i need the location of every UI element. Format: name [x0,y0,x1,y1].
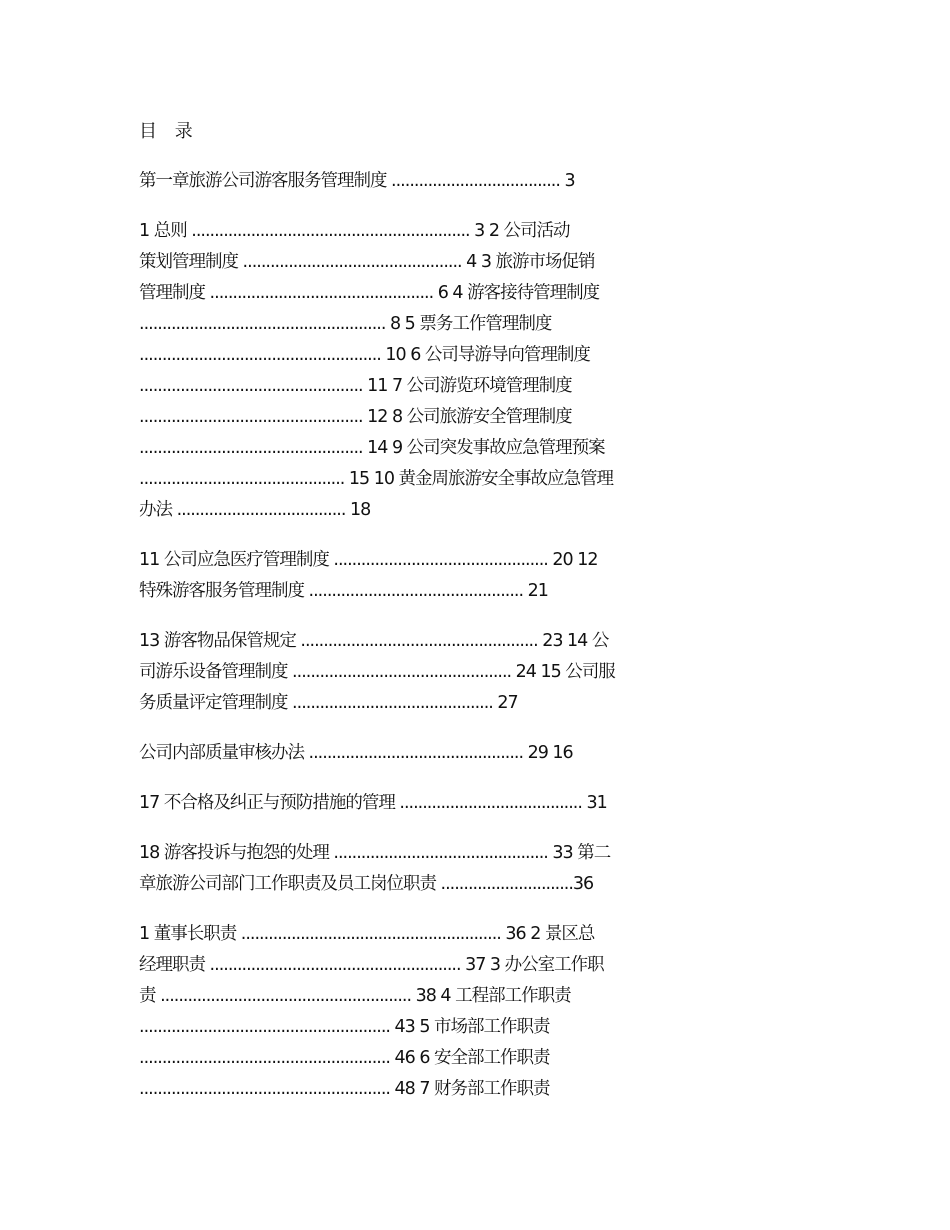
toc-title: 目 录 [139,121,199,142]
toc-paragraph [139,166,819,197]
toc-line: 17 不合格及纠正与预防措施的管理 ........................................ 31 [139,793,607,813]
toc-paragraph [139,626,819,719]
toc-line: 公司内部质量审核办法 ............................................... 29 16 [139,743,573,763]
toc-line: 责 ....................................................... 38 4 工程部工作职责 [139,986,571,1006]
toc-paragraph [139,919,819,1105]
table-of-contents [139,116,819,1124]
toc-line: 经理职责 ....................................................... 37 3 办公室工作职 [139,955,604,975]
toc-line: 特殊游客服务管理制度 ............................................... 21 [139,581,548,601]
toc-line: ................................................. 14 9 公司突发事故应急管理预案 [139,438,605,458]
toc-paragraph [139,545,819,607]
toc-line: ...................................................... 8 5 票务工作管理制度 [139,314,552,334]
toc-line: ................................................. 11 7 公司游览环境管理制度 [139,376,572,396]
toc-line: 司游乐设备管理制度 ................................................ 24 15 公司服 [139,662,615,682]
toc-body [139,166,819,1105]
toc-line: 13 游客物品保管规定 .................................................... 23 14 公 [139,631,609,651]
toc-line: 务质量评定管理制度 ............................................ 27 [139,693,518,713]
toc-paragraph [139,216,819,526]
toc-line: 管理制度 ................................................. 6 4 游客接待管理制度 [139,283,600,303]
toc-line: ....................................................... 43 5 市场部工作职责 [139,1017,550,1037]
toc-line: 章旅游公司部门工作职责及员工岗位职责 .............................36 [139,874,594,894]
toc-line: 1 董事长职责 ......................................................... 36 2 景区总 [139,924,595,944]
toc-paragraph [139,788,819,819]
toc-line: 1 总则 ............................................................. 3 2 公司活动 [139,221,570,241]
toc-paragraph [139,838,819,900]
toc-line: ............................................. 15 10 黄金周旅游安全事故应急管理 [139,469,614,489]
toc-line: 11 公司应急医疗管理制度 ............................................... 20 12 [139,550,598,570]
toc-line: ..................................................... 10 6 公司导游导向管理制度 [139,345,590,365]
toc-line: ....................................................... 46 6 安全部工作职责 [139,1048,550,1068]
toc-line: 18 游客投诉与抱怨的处理 ............................................... 33 第二 [139,843,611,863]
toc-paragraph [139,738,819,769]
toc-line: 第一章旅游公司游客服务管理制度 ..................................... 3 [139,171,575,191]
toc-line: ................................................. 12 8 公司旅游安全管理制度 [139,407,572,427]
toc-line: ....................................................... 48 7 财务部工作职责 [139,1079,550,1099]
toc-line: 办法 ..................................... 18 [139,500,371,520]
toc-line: 策划管理制度 ................................................ 4 3 旅游市场促销 [139,252,595,272]
